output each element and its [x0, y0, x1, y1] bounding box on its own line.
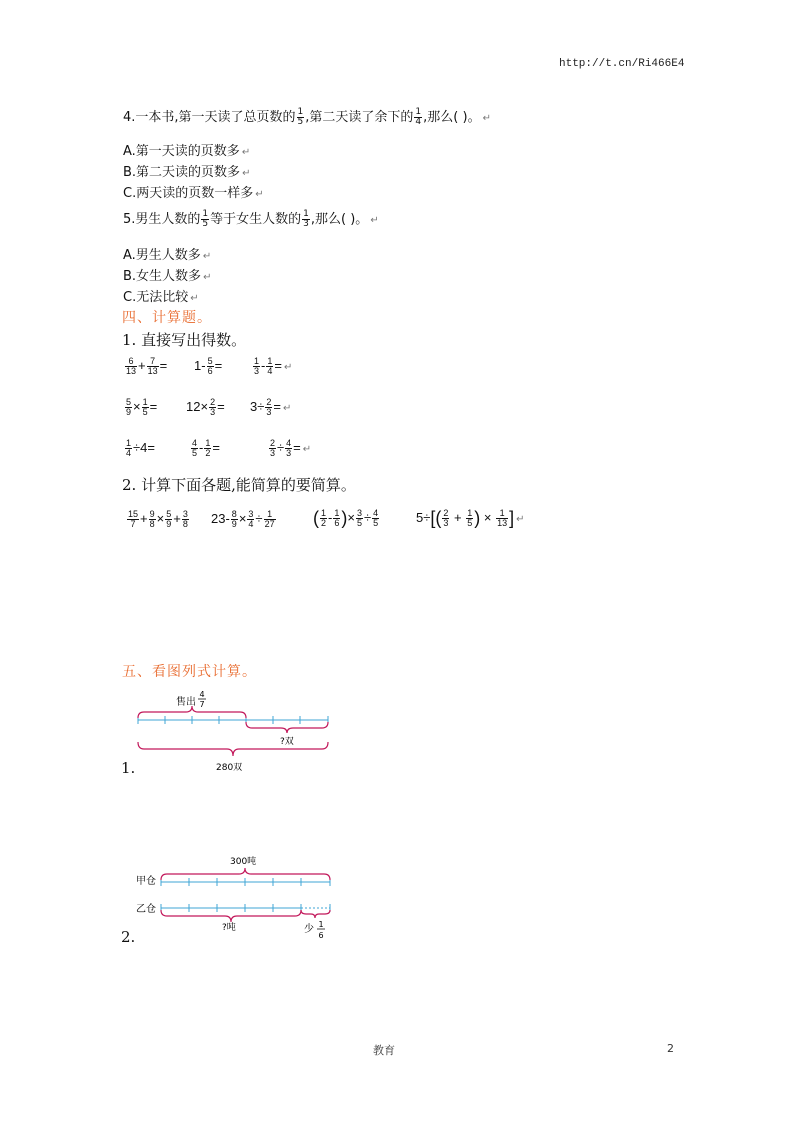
- svg-text:1: 1: [318, 920, 324, 929]
- calc-3-2: $\frac{4}{5}$ - $\frac{1}{2}$ =: [192, 438, 220, 458]
- simplify-4: 5÷[( $\frac{2}{3}$ + $\frac{1}{5}$ ) × $\frac{1}{13}$ ] ↵: [416, 508, 525, 528]
- return-mark-icon: ↵: [370, 215, 379, 226]
- diagram-1-bottom-label: 280双: [216, 763, 243, 773]
- section-5-title: 五、看图列式计算。: [122, 664, 257, 680]
- svg-text:6: 6: [318, 931, 324, 940]
- q5-option-a: A.男生人数多 ↵: [123, 248, 212, 263]
- diagram-2-number: 2.: [121, 928, 136, 946]
- return-mark-icon: ↵: [283, 361, 293, 373]
- section-4-title: 四、计算题。: [122, 310, 212, 326]
- fraction: $\frac{1}{5}$: [202, 209, 209, 229]
- diagram-1-top-label: 售出: [176, 697, 196, 708]
- diagram-2-less-label: 少: [304, 924, 314, 935]
- subsection-1-title: 1. 直接写出得数。: [122, 331, 247, 349]
- calc-2-3: 3÷ $\frac{2}{3}$ = ↵: [250, 397, 292, 417]
- q4-option-c: C.两天读的页数一样多 ↵: [123, 186, 264, 201]
- calc-2-1: $\frac{5}{9}$ × $\frac{1}{5}$ =: [126, 397, 158, 417]
- calc-3-1: $\frac{1}{4}$ ÷4=: [126, 438, 155, 458]
- calc-3-3: $\frac{2}{3}$ ÷ $\frac{4}{3}$ = ↵: [270, 438, 312, 458]
- return-mark-icon: ↵: [241, 147, 251, 158]
- question-4: 4.一本书,第一天读了总页数的 $\frac{1}{5}$ ,第二天读了余下的 $\frac{1}{4}$ ,那么( )。 ↵: [123, 107, 491, 127]
- calc-2-2: 12× $\frac{2}{3}$ =: [186, 397, 225, 417]
- svg-text:7: 7: [199, 700, 205, 709]
- calc-1-3: $\frac{1}{3}$ - $\frac{1}{4}$ = ↵: [254, 356, 293, 376]
- return-mark-icon: ↵: [282, 402, 292, 414]
- page-number: 2: [667, 1042, 674, 1055]
- simplify-3: ( $\frac{1}{2}$ - $\frac{1}{6}$ )× $\frac{3}{5}$ ÷ $\frac{4}{5}$: [313, 508, 379, 528]
- calc-1-1: $\frac{6}{13}$ + $\frac{7}{13}$ =: [126, 356, 168, 376]
- calc-1-2: 1- $\frac{5}{6}$ =: [194, 356, 223, 376]
- question-5: 5.男生人数的 $\frac{1}{5}$ 等于女生人数的 $\frac{1}{3}$ ,那么( )。 ↵: [123, 209, 379, 229]
- fraction: $\frac{1}{3}$: [303, 209, 309, 229]
- diagram-1-right-label: ?双: [280, 737, 294, 747]
- return-mark-icon: ↵: [203, 272, 212, 283]
- q5-option-b: B.女生人数多 ↵: [123, 269, 212, 284]
- simplify-1: $\frac{15}{7}$ + $\frac{9}{8}$ × $\frac{5}{9}$ + $\frac{3}{8}$: [128, 509, 188, 529]
- return-mark-icon: ↵: [190, 293, 199, 304]
- return-mark-icon: ↵: [242, 168, 251, 179]
- q4-option-b: B.第二天读的页数多 ↵: [123, 165, 251, 180]
- subsection-2-title: 2. 计算下面各题,能简算的要简算。: [122, 476, 356, 494]
- diagram-2-row1-label: 甲仓: [136, 876, 156, 887]
- diagram-2-row2-label: 乙仓: [136, 904, 156, 915]
- return-mark-icon: ↵: [255, 189, 264, 200]
- return-mark-icon: ↵: [516, 513, 525, 525]
- return-mark-icon: ↵: [202, 251, 212, 262]
- header-url: http://t.cn/Ri466E4: [559, 58, 685, 70]
- return-mark-icon: ↵: [482, 113, 491, 124]
- q4-option-a: A.第一天读的页数多 ↵: [123, 144, 251, 159]
- diagram-2-top-label: 300吨: [230, 857, 257, 867]
- fraction: $\frac{1}{4}$: [415, 107, 422, 127]
- q5-option-c: C.无法比较 ↵: [123, 290, 199, 305]
- diagram-1-number: 1.: [121, 759, 136, 777]
- return-mark-icon: ↵: [302, 443, 312, 455]
- footer-text: 教育: [373, 1044, 395, 1057]
- simplify-2: 23- $\frac{8}{9}$ × $\frac{3}{4}$ ÷ $\frac{1}{27}$: [211, 509, 275, 529]
- diagram-2-bottom-label: ?吨: [222, 923, 236, 933]
- diagram-1: [130, 686, 340, 776]
- fraction: $\frac{1}{5}$: [297, 107, 304, 127]
- diagram-2: [130, 848, 345, 948]
- svg-text:4: 4: [199, 690, 205, 699]
